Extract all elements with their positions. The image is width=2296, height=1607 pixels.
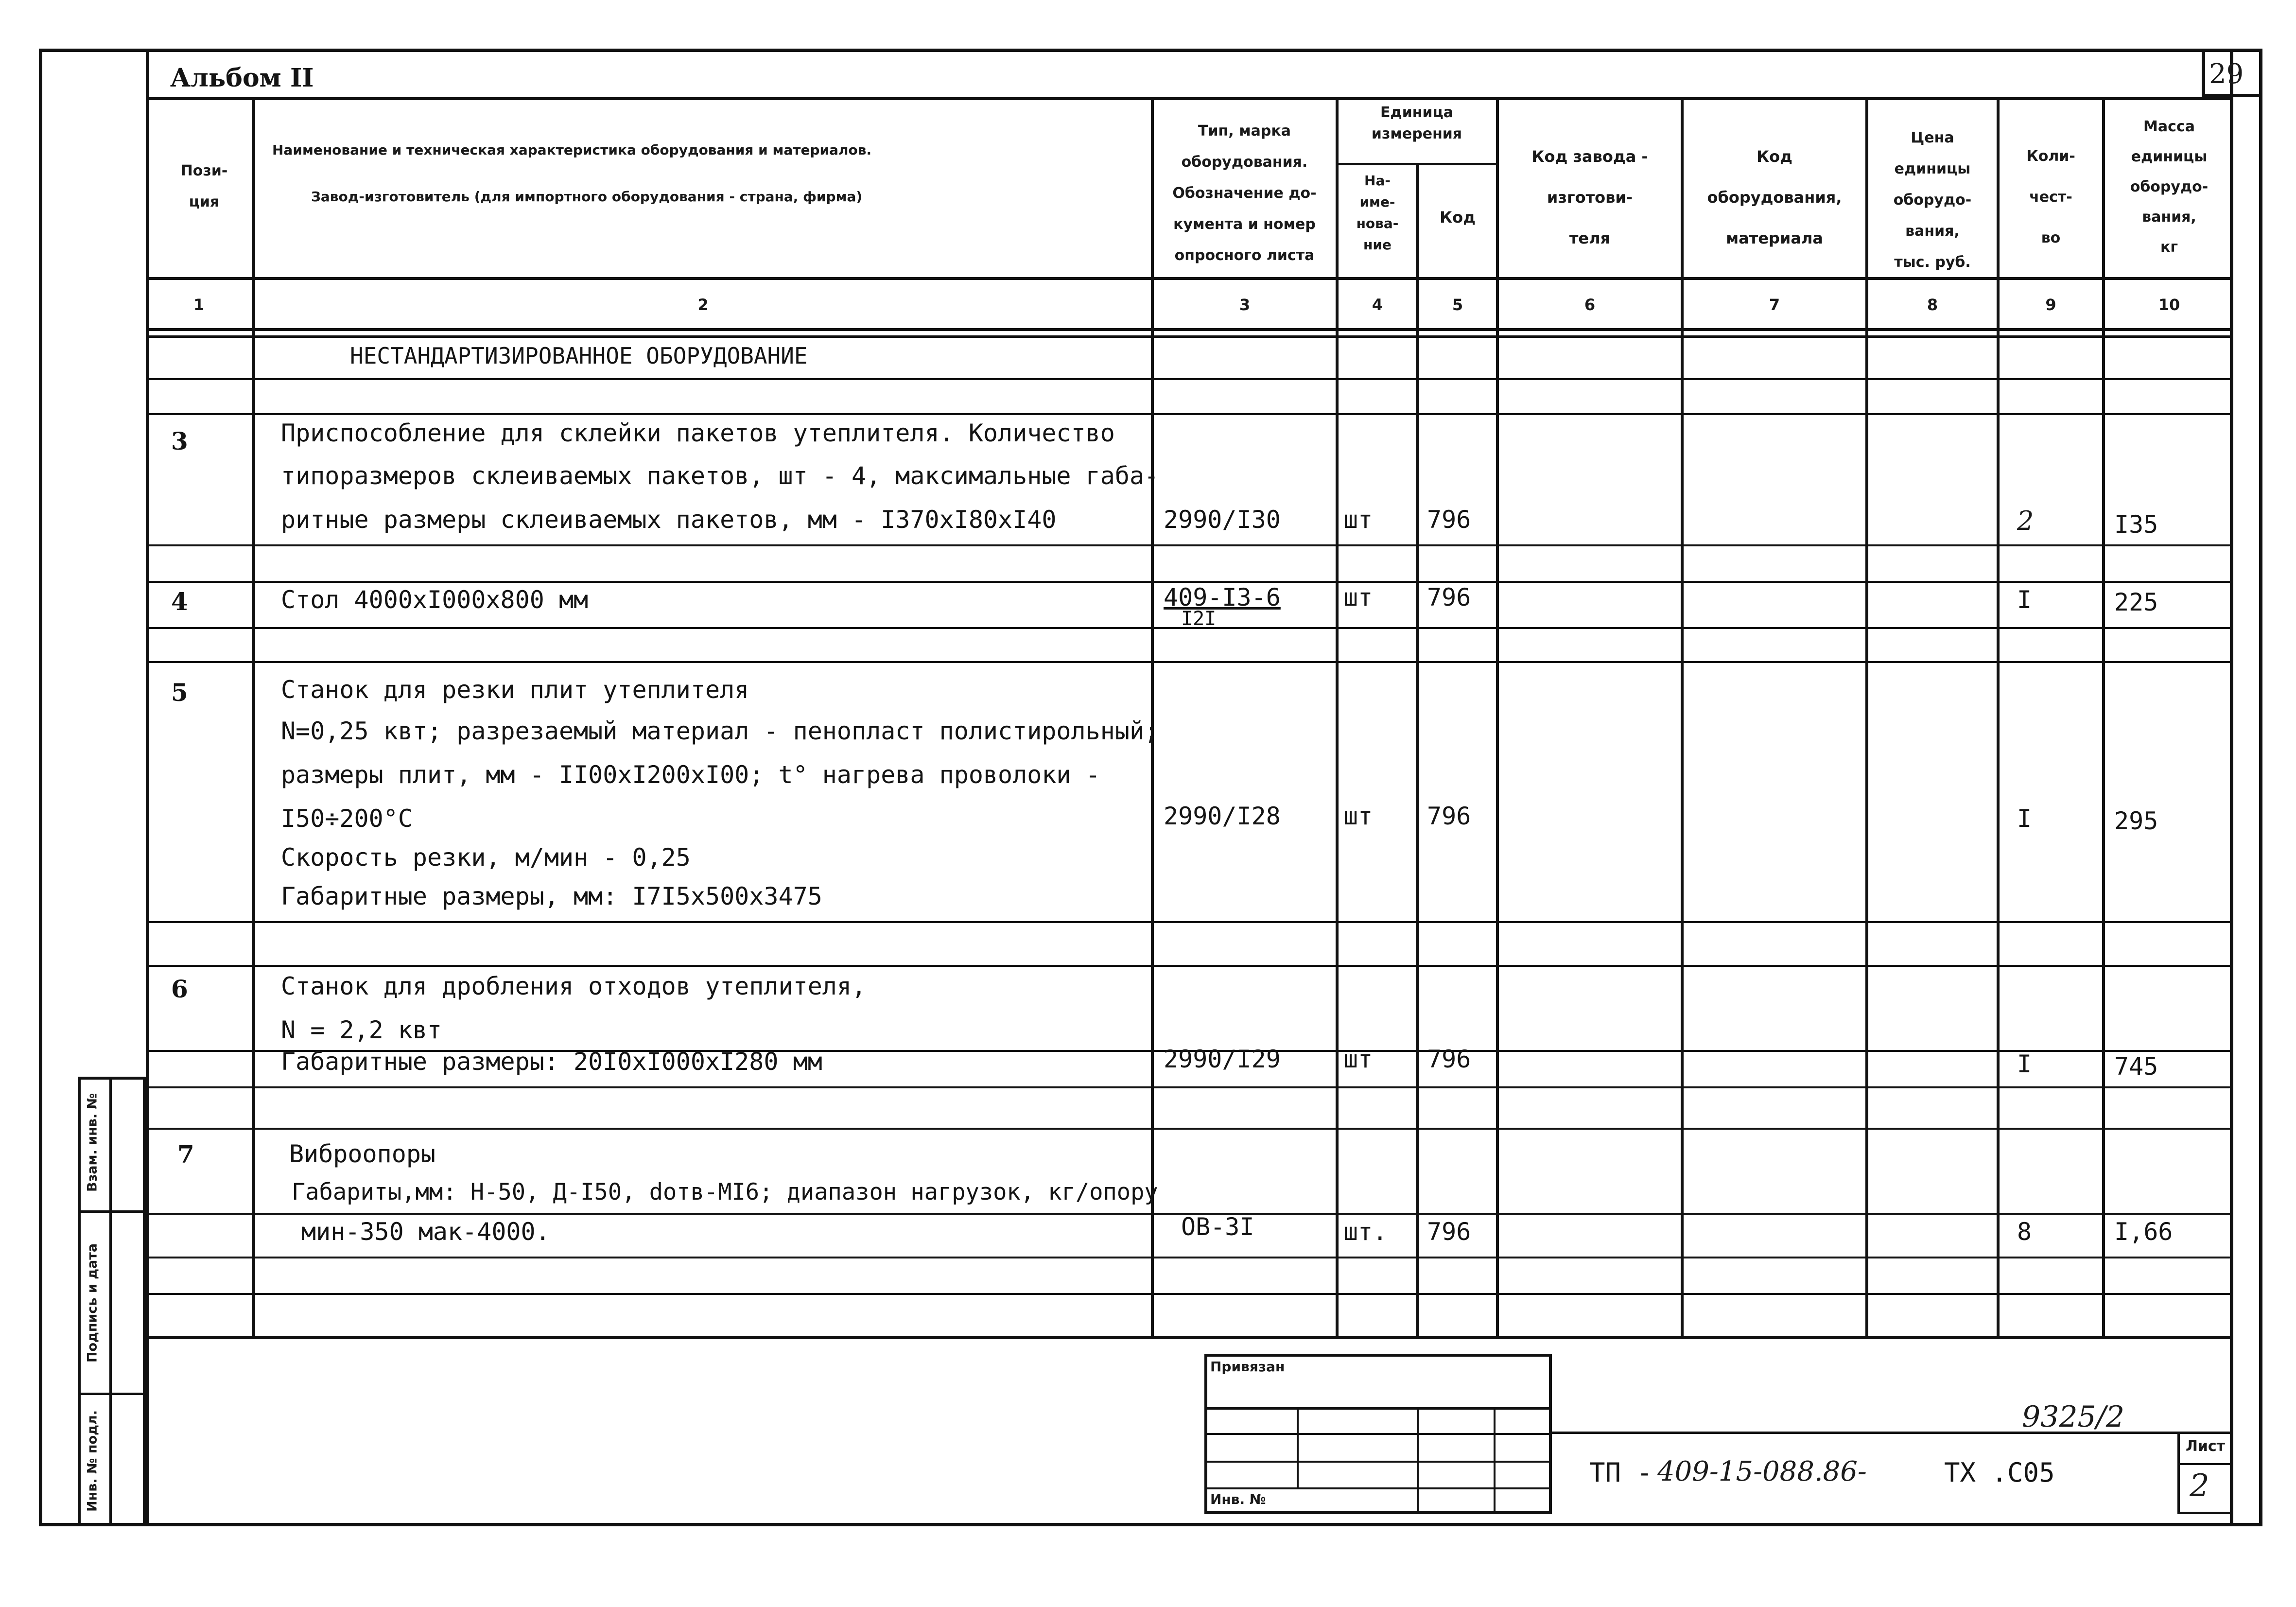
item-7-position: 7 (177, 1140, 194, 1169)
item-3-code: 796 (1427, 506, 1471, 534)
album-number: 9325/2 (2022, 1400, 2125, 1434)
item-3-line3: ритные размеры склеиваемых пакетов, мм - I370xI80xI40 (281, 506, 1057, 534)
item-4-type: 409-I3-6 (1164, 583, 1281, 611)
item-4-type-sub: I2I (1181, 608, 1217, 630)
col-number-4: 4 (1372, 296, 1383, 314)
col-header-equipment-code: Код оборудования, материала (1707, 147, 1842, 247)
item-5-line4: I50÷200°C (281, 804, 413, 833)
item-7-type: ОВ-3I (1181, 1213, 1254, 1241)
sheet-number: 2 (2190, 1468, 2209, 1504)
item-3-line2: типоразмеров склеиваемых пакетов, шт - 4, максимальные габа- (281, 462, 1159, 490)
col-header-name-line1: Наименование и техническая характеристика оборудования и материалов. (272, 142, 872, 158)
col-header-unit-name: На- име- нова- ние (1356, 173, 1399, 253)
item-4-code: 796 (1427, 583, 1471, 611)
inv-label: Инв. № (1210, 1491, 1266, 1507)
item-7-line1: Виброопоры (289, 1140, 436, 1168)
item-6-mass: 745 (2114, 1052, 2158, 1081)
col-number-7: 7 (1769, 296, 1780, 314)
item-5-position: 5 (171, 678, 188, 707)
item-4-position: 4 (171, 587, 188, 616)
item-5-mass: 295 (2114, 807, 2158, 835)
item-7-line2: Габариты,мм: Н-50, Д-I50, dотв-MI6; диапазон нагрузок, кг/опору (292, 1179, 1158, 1205)
col-number-8: 8 (1927, 296, 1938, 314)
item-6-line3: Габаритные размеры: 20I0xI000xI280 мм (281, 1048, 822, 1076)
side-stamp-inv-original: Инв. № подл. (85, 1410, 100, 1512)
item-3-position: 3 (171, 427, 188, 455)
item-7-qty: 8 (2017, 1218, 2032, 1246)
col-header-factory-code: Код завода - изготови- теля (1531, 147, 1648, 247)
doc-code: 409-15-088.86- (1657, 1456, 1867, 1487)
item-6-position: 6 (171, 975, 188, 1003)
page-number: 29 (2209, 58, 2244, 90)
col-number-6: 6 (1584, 296, 1596, 314)
col-header-name-line2: Завод-изготовитель (для импортного оборудования - страна, фирма) (311, 189, 863, 205)
item-6-unit: шт (1343, 1045, 1373, 1073)
col-number-3: 3 (1239, 296, 1251, 314)
col-number-2: 2 (697, 296, 709, 314)
side-stamp-replace-inv: Взам. инв. № (85, 1093, 100, 1192)
item-4-line1: Стол 4000xI000x800 мм (281, 586, 589, 614)
item-3-qty: 2 (2017, 506, 2034, 536)
item-3-line1: Приспособление для склейки пакетов утеплителя. Количество (281, 419, 1115, 447)
item-5-line1: Станок для резки плит утеплителя (281, 676, 749, 704)
col-header-mass: Масса единицы оборудо- вания, кг (2130, 118, 2209, 256)
col-header-unit-code: Код (1440, 208, 1476, 227)
item-7-unit: шт. (1343, 1218, 1388, 1246)
bound-label: Привязан (1210, 1359, 1285, 1375)
doc-suffix: ТХ .С05 (1944, 1457, 2055, 1488)
col-number-9: 9 (2045, 296, 2056, 314)
col-header-unit-group: Единица измерения (1371, 104, 1462, 142)
col-number-5: 5 (1452, 296, 1463, 314)
item-5-line3: размеры плит, мм - II00xI200xI00; t° нагрева проволоки - (281, 761, 1100, 789)
item-5-line6: Габаритные размеры, мм: I7I5x500x3475 (281, 882, 822, 910)
item-5-qty: I (2017, 804, 2032, 833)
doc-code-prefix: ТП - (1589, 1457, 1653, 1488)
item-6-line2: N = 2,2 квт (281, 1016, 442, 1044)
album-label: Альбом II (170, 63, 314, 93)
item-4-qty: I (2017, 586, 2032, 614)
item-4-mass: 225 (2114, 588, 2158, 616)
item-7-line3: мин-350 мак-4000. (301, 1218, 550, 1246)
item-5-unit: шт (1343, 802, 1373, 830)
item-5-type: 2990/I28 (1164, 802, 1281, 830)
item-3-type: 2990/I30 (1164, 506, 1281, 534)
item-3-mass: I35 (2114, 510, 2158, 539)
col-header-quantity: Коли- чест- во (2026, 148, 2075, 246)
col-header-position: Пози- ция (180, 162, 228, 210)
section-title: НЕСТАНДАРТИЗИРОВАННОЕ ОБОРУДОВАНИЕ (350, 343, 808, 369)
item-6-code: 796 (1427, 1045, 1471, 1073)
item-7-mass: I,66 (2114, 1218, 2173, 1246)
item-6-type: 2990/I29 (1164, 1045, 1281, 1073)
item-5-code: 796 (1427, 802, 1471, 830)
item-5-line5: Скорость резки, м/мин - 0,25 (281, 843, 691, 872)
item-6-line1: Станок для дробления отходов утеплителя, (281, 972, 867, 1000)
col-number-10: 10 (2158, 296, 2180, 314)
col-number-1: 1 (193, 296, 205, 314)
side-stamp-signature-date: Подпись и дата (85, 1243, 100, 1363)
item-6-qty: I (2017, 1050, 2032, 1078)
col-header-type: Тип, марка оборудования. Обозначение до- кумента и номер опросного листа (1172, 122, 1317, 264)
col-header-price: Цена единицы оборудо- вания, тыс. руб. (1893, 129, 1972, 271)
item-4-unit: шт (1343, 583, 1373, 611)
item-5-line2: N=0,25 квт; разрезаемый материал - пенопласт полистирольный; (281, 717, 1159, 745)
item-7-code: 796 (1427, 1218, 1471, 1246)
sheet-label: Лист (2185, 1438, 2226, 1455)
item-3-unit: шт (1343, 506, 1373, 534)
